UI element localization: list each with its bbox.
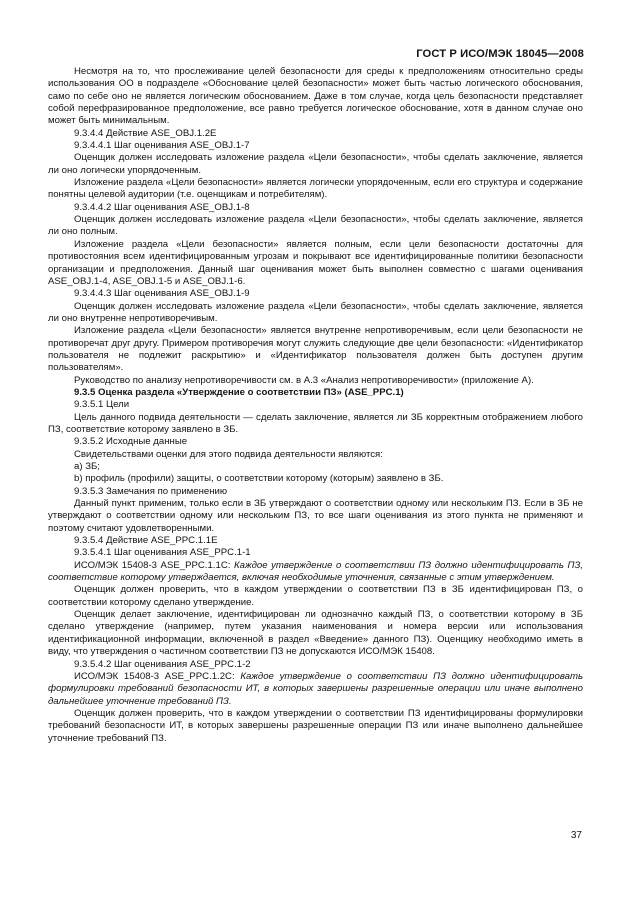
section-heading: 9.3.4.4.3 Шаг оценивания ASE_OBJ.1-9 — [74, 288, 250, 300]
section-heading: 9.3.5.4.2 Шаг оценивания ASE_PPC.1-2 — [74, 658, 251, 670]
paragraph: Свидетельствами оценки для этого подвида деятельности являются: — [74, 448, 383, 460]
requirement-text: Каждое утверждение о соответствии ПЗ должно идентифицировать ПЗ, соответствие которому утверждается, включая необходимые уточнения, связанные с этим утверждением. — [48, 559, 583, 584]
paragraph: Данный пункт применим, только если в ЗБ утверждают о соответствии одному или нескольким ПЗ. Если в ЗБ не утверждают о соответствии одному или нескольким ПЗ, то все шаги оценивания из этого пункта не применяют и поэтому считают удовлетворенными. — [48, 498, 583, 534]
section-heading: 9.3.5.3 Замечания по применению — [74, 485, 228, 497]
list-item: a) ЗБ; — [74, 461, 100, 472]
requirement-paragraph — [48, 560, 583, 585]
document-header: ГОСТ Р ИСО/МЭК 18045—2008 — [416, 48, 584, 60]
paragraph: Изложение раздела «Цели безопасности» является полным, если цели безопасности достаточны для противостояния всем идентифицированным угрозам и покрывают все идентифицированные политики безопасности организации и предположения. Данный шаг оценивания может быть выполнен совместно с шагами оценивания ASE_OBJ.1-4, ASE_OBJ.1-5 и ASE_OBJ.1-6. — [48, 238, 583, 287]
page-number: 37 — [570, 830, 582, 841]
requirement-text: Каждое утверждение о соответствии ПЗ должно идентифицировать формулировки требований безопасности ИТ, в которых завершены разрешенные операции или иначе выполнено дальнейшее уточнение требований ПЗ. — [48, 670, 583, 707]
paragraph: Руководство по анализу непротиворечивости см. в А.3 «Анализ непротиворечивости» (приложение А). — [74, 374, 534, 386]
paragraph: Изложение раздела «Цели безопасности» является логически упорядоченным, если его структура и содержание понятны целевой аудитории (т.е. оценщикам и потребителям). — [48, 177, 583, 201]
section-heading-bold: 9.3.5 Оценка раздела «Утверждение о соответствии ПЗ» (ASE_PPC.1) — [74, 386, 404, 398]
section-heading: 9.3.5.4 Действие ASE_PPC.1.1E — [74, 535, 218, 547]
section-heading: 9.3.5.1 Цели — [74, 399, 130, 411]
section-heading: 9.3.5.4.1 Шаг оценивания ASE_PPC.1-1 — [74, 547, 251, 559]
paragraph: Несмотря на то, что прослеживание целей безопасности для среды к предположениям относительно среды использования ОО в подразделе «Обоснование целей безопасности» может быть частью логического обоснования, само по себе оно не является логическим обоснованием. Даже в том случае, когда цель безопасности представляет собой перефразированное предположение, все равно требуется логическое обоснование, хотя в данном случае оно может быть минимальным. — [48, 66, 583, 127]
section-heading: 9.3.4.4.1 Шаг оценивания ASE_OBJ.1-7 — [74, 140, 250, 152]
section-heading: 9.3.5.2 Исходные данные — [74, 436, 188, 448]
requirement-ref: ИСО/МЭК 15408-3 ASE_PPC.1.1С: — [74, 559, 234, 571]
paragraph: Оценщик должен проверить, что в каждом утверждении о соответствии ПЗ идентифицированы формулировки требований безопасности ИТ, в которых завершены разрешенные операции ПЗ или иначе выполнено дальнейшее уточнение требований ПЗ. — [48, 707, 583, 744]
paragraph: Цель данного подвида деятельности — сделать заключение, является ли ЗБ корректным отображением любого ПЗ, соответствие которому заявлено в ЗБ. — [48, 411, 583, 435]
paragraph: Оценщик должен исследовать изложение раздела «Цели безопасности», чтобы сделать заключение, является ли оно внутренне непротиворечивым. — [48, 300, 583, 324]
paragraph: Оценщик должен исследовать изложение раздела «Цели безопасности», чтобы сделать заключение, является ли оно логически упорядоченным. — [48, 152, 583, 176]
page-body — [48, 66, 583, 745]
requirement-ref: ИСО/МЭК 15408-3 ASE_PPC.1.2С: — [74, 670, 241, 682]
list-item: b) профиль (профили) защиты, о соответствии которому (которым) заявлено в ЗБ. — [74, 473, 444, 485]
paragraph: Оценщик должен исследовать изложение раздела «Цели безопасности», чтобы сделать заключение, является ли оно полным. — [48, 214, 583, 238]
paragraph: Оценщик делает заключение, идентифицирован ли однозначно каждый ПЗ, о соответствии которому в ЗБ сделано утверждение (например, путем указания наименования и номера версии или использования идентификационной информации, включенной в раздел «Введение» данного ПЗ). Оценщику необходимо иметь в виду, что утверждения о частичном соответствии ПЗ не допускаются ИСО/МЭК 15408. — [48, 609, 583, 658]
section-heading: 9.3.4.4.2 Шаг оценивания ASE_OBJ.1-8 — [74, 201, 250, 213]
paragraph: Изложение раздела «Цели безопасности» является внутренне непротиворечивым, если цели безопасности не противоречат друг другу. Примером противоречия могут служить следующие две цели безопасности: «Идентификатор пользователя не подлежит раскрытию» и «Идентификатор пользователя должен быть доступен другим пользователям». — [48, 325, 583, 374]
requirement-paragraph — [48, 671, 583, 708]
paragraph: Оценщик должен проверить, что в каждом утверждении о соответствии ПЗ в ЗБ идентифицирован ПЗ, о соответствии которому сделано утверждение. — [48, 584, 583, 608]
section-heading: 9.3.4.4 Действие ASE_OBJ.1.2E — [74, 127, 217, 139]
